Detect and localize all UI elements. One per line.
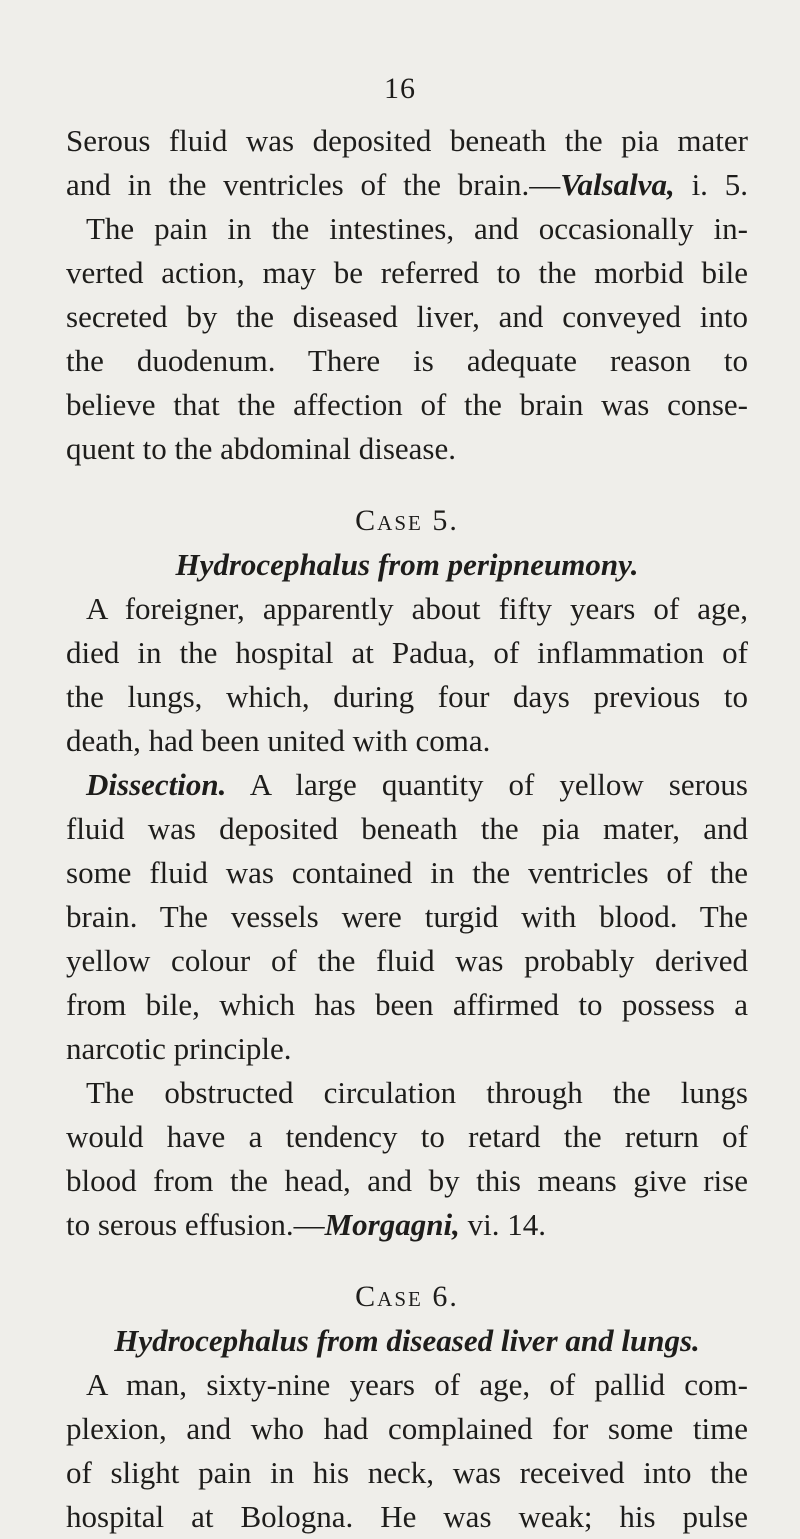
text-line: narcotic principle. <box>66 1031 292 1066</box>
paragraph-continuation <box>66 119 748 471</box>
text-line: Serous fluid was deposited beneath the pia mater <box>66 123 748 158</box>
text-segment: to serous effusion.— <box>66 1207 325 1242</box>
case-5-title: Hydrocephalus from peripneumony. <box>175 547 639 582</box>
citation-author: Valsalva, <box>560 167 675 202</box>
text-line: the duodenum. There is adequate reason to <box>66 343 748 378</box>
text-line: of slight pain in his neck, was received into the <box>66 1455 748 1490</box>
text-line: A foreigner, apparently about fifty years of age, <box>86 591 748 626</box>
text-line: The pain in the intestines, and occasionally in- <box>86 211 748 246</box>
citation-reference: vi. 14. <box>459 1207 546 1242</box>
citation-reference: i. 5. <box>674 167 748 202</box>
text-line: brain. The vessels were turgid with blood. The <box>66 899 748 934</box>
text-line <box>66 1203 748 1247</box>
case-6-section <box>66 1275 748 1539</box>
citation-author: Morgagni, <box>324 1207 460 1242</box>
text-line: yellow colour of the fluid was probably derived <box>66 943 748 978</box>
case-6-title: Hydrocephalus from diseased liver and lungs. <box>114 1323 700 1358</box>
text-segment: A large quantity of yellow serous <box>226 767 748 802</box>
text-line: verted action, may be referred to the morbid bile <box>66 255 748 290</box>
text-line: died in the hospital at Padua, of inflammation of <box>66 635 748 670</box>
text-segment: and in the ventricles of the brain.— <box>66 167 561 202</box>
text-line: plexion, and who had complained for some time <box>66 1411 748 1446</box>
page-body <box>66 119 748 1539</box>
text-line: death, had been united with coma. <box>66 723 491 758</box>
text-line: believe that the affection of the brain was conse- <box>66 387 748 422</box>
text-line: A man, sixty-nine years of age, of pallid com- <box>86 1367 748 1402</box>
text-line: hospital at Bologna. He was weak; his pulse <box>66 1499 748 1534</box>
text-line: the lungs, which, during four days previous to <box>66 679 748 714</box>
text-line <box>66 763 748 807</box>
page-number: 16 <box>384 72 416 105</box>
text-line <box>66 163 748 207</box>
text-line: fluid was deposited beneath the pia mater, and <box>66 811 748 846</box>
case-5-heading: Case 5. <box>355 504 459 537</box>
text-line: would have a tendency to retard the return of <box>66 1119 748 1154</box>
case-6-heading: Case 6. <box>355 1280 459 1313</box>
text-line: secreted by the diseased liver, and conveyed into <box>66 299 748 334</box>
text-line: blood from the head, and by this means give rise <box>66 1163 748 1198</box>
text-line: from bile, which has been affirmed to possess a <box>66 987 748 1022</box>
text-line: The obstructed circulation through the lungs <box>86 1075 748 1110</box>
text-line: quent to the abdominal disease. <box>66 431 456 466</box>
text-line: some fluid was contained in the ventricles of the <box>66 855 748 890</box>
case-5-section <box>66 499 748 1247</box>
dissection-label: Dissection. <box>86 767 227 802</box>
